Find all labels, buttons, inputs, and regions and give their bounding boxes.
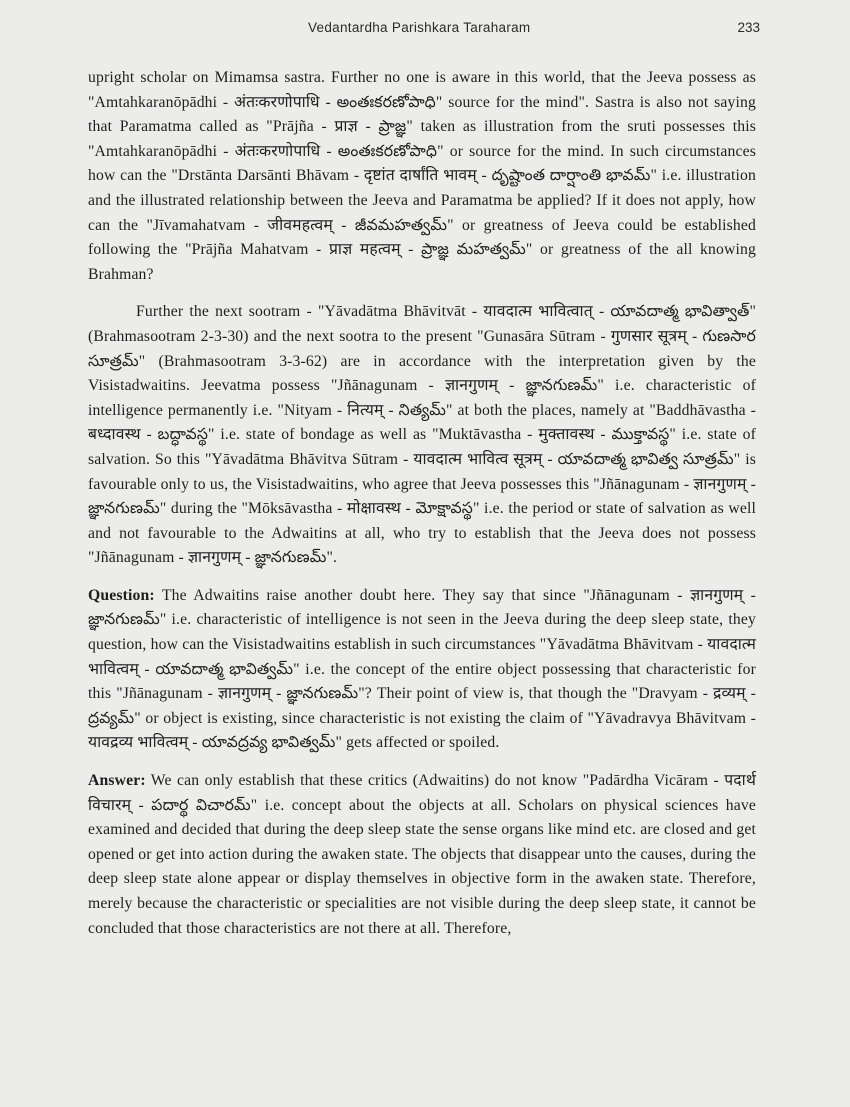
page-number: 233 bbox=[737, 20, 760, 35]
paragraph-question bbox=[88, 584, 756, 756]
paragraph-continuation bbox=[88, 66, 756, 287]
paragraph-text: We can only establish that these critics (Adwaitins) do not know "Padārdha Vicāram - पदार्थ विचारम् - పదార్థ విచారమ్" i.e. concept about the objects at all. Scholars on physical sciences have examined and decided that during the deep sleep state the sense organs like mind etc. are closed and get opened or get into action during the awaken state. The objects that disappear unto the causes, during the deep sleep state alone appear or display themselves in objective form in the awaken state. Therefore, merely because the characteristic or specialities are not visible during the deep sleep state, it cannot be concluded that those characteristics are not there at all. Therefore, bbox=[88, 772, 756, 937]
paragraph-sootram bbox=[88, 300, 756, 571]
question-label: Question: bbox=[88, 586, 155, 604]
answer-label: Answer: bbox=[88, 772, 146, 790]
paragraph-text: The Adwaitins raise another doubt here. They say that since "Jñānagunam - ज्ञानगुणम् - జ్ఞానగుణమ్" i.e. characteristic of intelligence is not seen in the Jeeva during the deep sleep state, they question, how can the Visistadwaitins establish in such circumstances "Yāvadātma Bhāvitvam - यावदात्म भावित्वम् - యావదాత్మ భావిత్వమ్" i.e. the concept of the entire object possessing that characteristic for this "Jñānagunam - ज्ञानगुणम् - జ్ఞానగుణమ్"? Their point of view is, that though the "Dravyam - द्रव्यम् - ద్రవ్యమ్" or object is existing, since characteristic is not existing the claim of "Yāvadravya Bhāvitvam - यावद्रव्य भावित्वम् - యావద్రవ్య భావిత్వమ్" gets affected or spoiled. bbox=[88, 586, 756, 752]
running-header bbox=[88, 20, 760, 40]
body-text bbox=[88, 66, 756, 954]
running-title: Vedantardha Parishkara Taraharam bbox=[308, 20, 531, 35]
paragraph-answer bbox=[88, 769, 756, 941]
paragraph-text: upright scholar on Mimamsa sastra. Further no one is aware in this world, that the Jeeva possess as "Amtahkaranōpādhi - अंतःकरणोपाधि - అంతఃకరణోపాధి" source for the mind". Sastra is also not saying that Paramatma called as "Prājña - प्राज्ञ - ప్రాజ్ఞ" taken as illustration from the sruti possesses this "Amtahkaranōpādhi - अंतःकरणोपाधि - అంతఃకరణోపాధి" or source for the mind. In such circumstances how can the "Drstānta Darsānti Bhāvam - दृष्टांत दार्षांति भावम् - దృష్టాంత దార్షాంతి భావమ్" i.e. illustration and the illustrated relationship between the Jeeva and Paramatma be applied? If it does not apply, how can the "Jīvamahatvam - जीवमहत्वम् - జీవమహత్వమ్" or greatness of Jeeva could be established following the "Prājña Mahatvam - प्राज्ञ महत्वम् - ప్రాజ్ఞ మహత్వమ్" or greatness of the all knowing Brahman? bbox=[88, 69, 756, 283]
paragraph-text: Further the next sootram - "Yāvadātma Bhāvitvāt - यावदात्म भावित्वात् - యావదాత్మ భావిత్వాత్" (Brahmasootram 2-3-30) and the next sootra to the present "Gunasāra Sūtram - गुणसार सूत्रम् - గుణసార సూత్రమ్" (Brahmasootram 3-3-62) are in accordance with the interpretation given by the Visistadwaitins. Jeevatma possess "Jñānagunam - ज्ञानगुणम् - జ్ఞానగుణమ్" i.e. characteristic of intelligence permanently i.e. "Nityam - नित्यम् - నిత్యమ్" at both the places, namely at "Baddhāvastha - बध्दावस्थ - బద్ధావస్థ" i.e. state of bondage as well as "Muktāvastha - मुक्तावस्थ - ముక్తావస్థ" i.e. state of salvation. So this "Yāvadātma Bhāvitva Sūtram - यावदात्म भावित्व सूत्रम् - యావదాత్మ భావిత్వ సూత్రమ్" is favourable only to us, the Visistadwaitins, who agree that Jeeva possesses this "Jñānagunam - ज्ञानगुणम् - జ్ఞానగుణమ్" during the "Mōksāvastha - मोक्षावस्थ - మోక్షావస్థ" i.e. the period or state of salvation as well and not favourable to the Adwaitins at all, who try to establish that the Jeeva does not possess "Jñānagunam - ज्ञानगुणम् - జ్ఞానగుణమ్". bbox=[88, 303, 756, 567]
